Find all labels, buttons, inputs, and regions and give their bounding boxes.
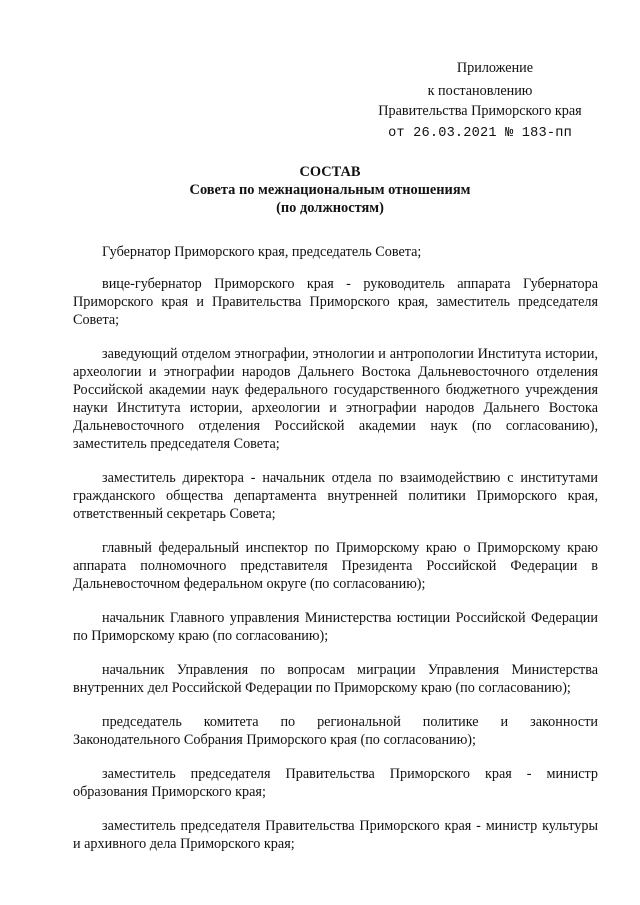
appendix-authority: Правительства Приморского края — [378, 103, 582, 119]
appendix-block — [360, 58, 600, 144]
heading-title: СОСТАВ — [299, 164, 361, 180]
member-paragraph: заведующий отделом этнографии, этнологии и антропологии Института истории, археологии и этнографии народов Дальнего Востока Дальневосточного отделения Российской академии наук федерального государственного бюджетного учреждения науки Института истории, археологии и этнографии народов Дальнего Востока Дальневосточного отделения Российской академии наук (по согласованию), заместитель председателя Совета; — [73, 346, 598, 452]
appendix-label: Приложение — [456, 60, 534, 76]
member-paragraph: заместитель директора - начальник отдела по взаимодействию с институтами гражданского общества департамента внутренней политики Приморского края, ответственный секретарь Совета; — [73, 470, 598, 522]
heading-note: (по должностям) — [276, 200, 384, 216]
document-heading — [0, 163, 640, 217]
member-paragraph: Губернатор Приморского края, председатель Совета; — [102, 244, 422, 260]
member-paragraph: вице-губернатор Приморского края - руководитель аппарата Губернатора Приморского края и Правительства Приморского края, заместитель председателя Совета; — [73, 276, 598, 328]
member-paragraph: председатель комитета по региональной политике и законности Законодательного Собрания Приморского края (по согласованию); — [73, 714, 598, 748]
member-paragraph: заместитель председателя Правительства Приморского края - министр образования Приморского края; — [73, 766, 598, 800]
member-paragraph: начальник Главного управления Министерства юстиции Российской Федерации по Приморскому краю (по согласованию); — [73, 610, 598, 644]
member-paragraph: главный федеральный инспектор по Приморскому краю о Приморскому краю аппарата полномочного представителя Президента Российской Федерации в Дальневосточном федеральном округе (по согласованию); — [73, 540, 598, 592]
appendix-resolution-ref: к постановлению — [427, 83, 533, 99]
members-list — [73, 243, 598, 869]
member-paragraph: заместитель председателя Правительства Приморского края - министр культуры и архивного дела Приморского края; — [73, 818, 598, 852]
appendix-date-number: от 26.03.2021 № 183-пп — [388, 126, 572, 141]
heading-subtitle: Совета по межнациональным отношениям — [189, 182, 471, 198]
member-paragraph: начальник Управления по вопросам миграции Управления Министерства внутренних дел Российской Федерации по Приморскому краю (по согласованию); — [73, 662, 598, 696]
